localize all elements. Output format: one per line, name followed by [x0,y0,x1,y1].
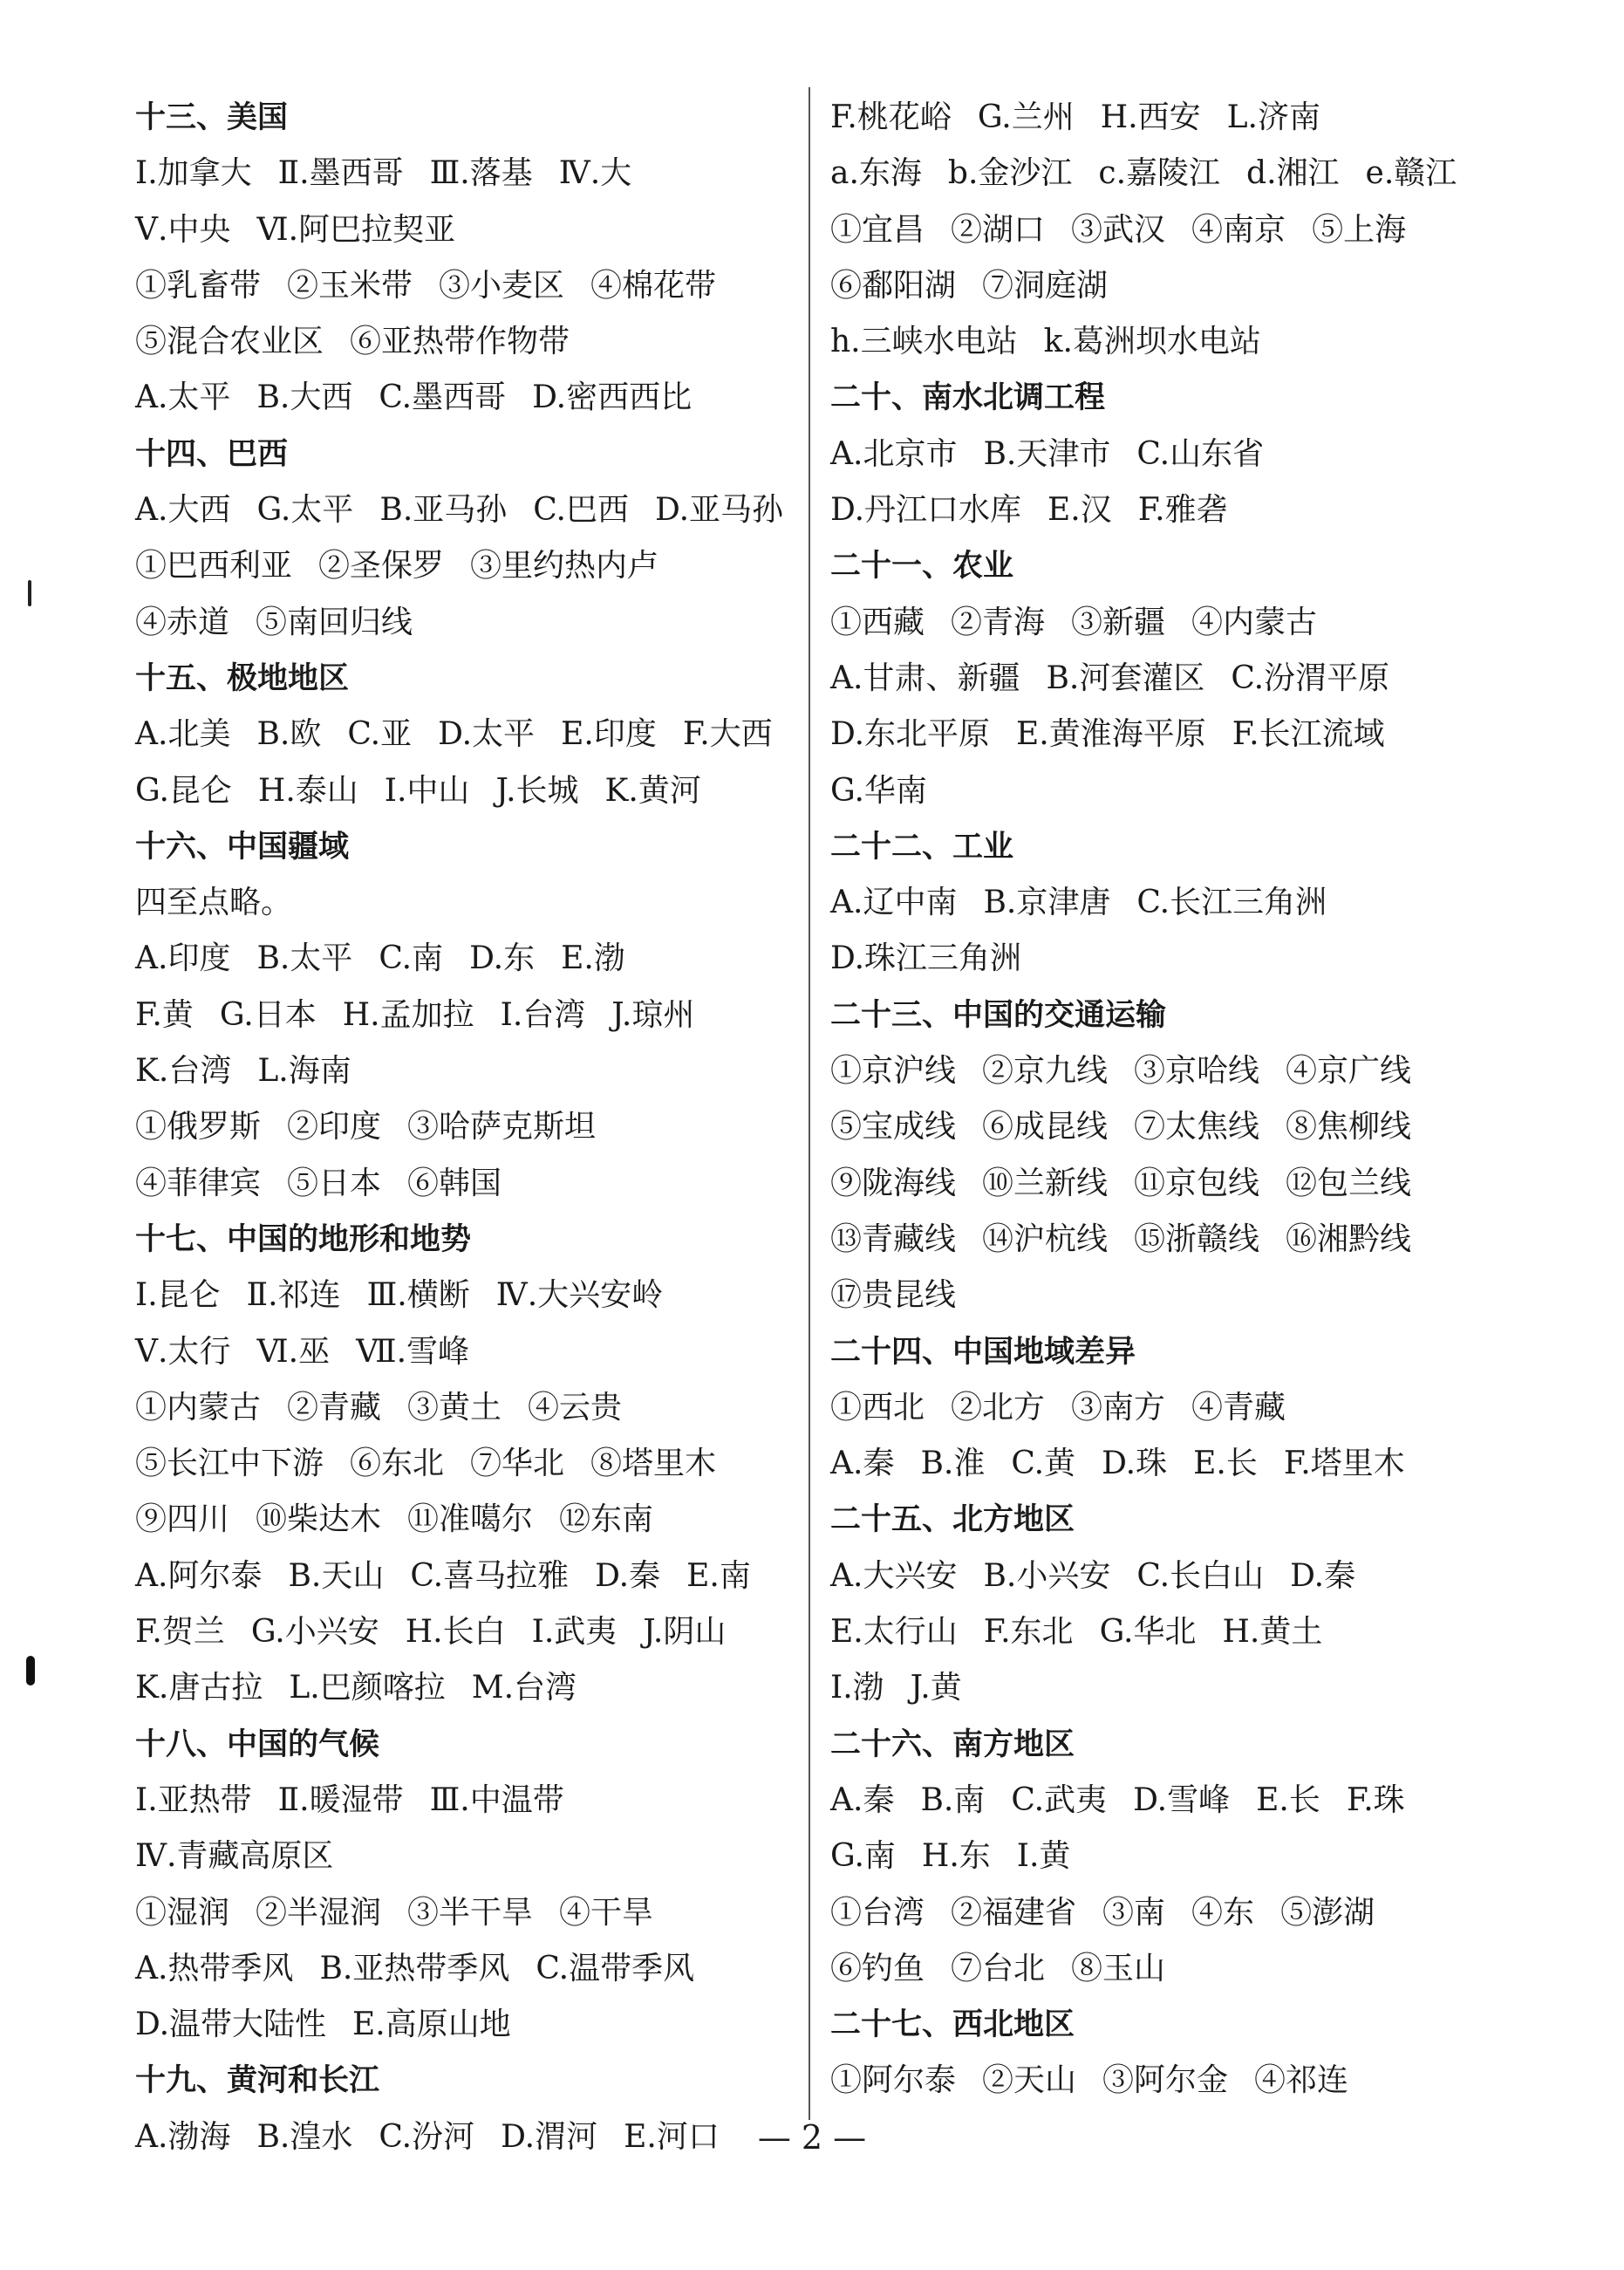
answer-item: ①阿尔泰 [830,2062,957,2099]
answer-line [135,1829,798,1884]
section-heading [135,427,798,482]
answer-item: ②圣保罗 [318,548,445,585]
answer-line [135,931,798,987]
answer-item: D.渭河 [501,2118,598,2155]
answer-item: A.阿尔泰 [135,1557,263,1594]
answer-item: ②半湿润 [256,1894,382,1931]
answer-item: ①巴西利亚 [135,548,293,585]
answer-item: D.东 [469,940,536,977]
answer-item: ⑥亚热带作物带 [350,324,570,360]
answer-item: ⑫东南 [559,1501,654,1538]
answer-item: Ⅰ.昆仑 [135,1277,221,1314]
answer-item: H.长白 [405,1614,506,1651]
answer-item: B.湟水 [256,2118,353,2155]
answer-line [135,1604,798,1660]
answer-line [830,1660,1493,1716]
left-column [135,90,798,2165]
answer-line [135,146,798,202]
answer-item: B.南 [920,1781,986,1818]
answer-item: B.小兴安 [983,1557,1111,1594]
heading-text: 十四、巴西 [135,436,289,472]
answer-line [830,1156,1493,1212]
answer-item: ⑮浙赣线 [1134,1220,1260,1257]
answer-line [135,202,798,258]
answer-line [135,988,798,1043]
answer-line [830,258,1493,314]
answer-item: ④干旱 [559,1894,654,1931]
answer-line [135,1773,798,1829]
answer-item: ③黄土 [407,1389,502,1426]
answer-item: ④棉花带 [590,267,717,304]
answer-item: Ⅰ.加拿大 [135,155,252,192]
answer-item: H.黄土 [1222,1614,1323,1651]
answer-item: D.秦 [595,1557,661,1594]
section-heading [830,370,1493,426]
answer-item: ③武汉 [1071,211,1166,248]
answer-item: C.喜马拉雅 [410,1557,570,1594]
answer-item: ⑥东北 [350,1446,445,1482]
answer-item: Ⅵ.阿巴拉契亚 [256,211,456,248]
answer-item: C.亚 [347,716,413,753]
answer-item: ①内蒙古 [135,1389,262,1426]
answer-item: Ⅳ.大 [558,155,632,192]
answer-item: E.长 [1193,1446,1258,1482]
heading-text: 十五、极地地区 [135,660,350,696]
answer-item: D.亚马孙 [655,492,784,529]
answer-item: F.长江流域 [1232,716,1385,753]
answer-item: A.渤海 [135,2118,231,2155]
answer-item: ⑨陇海线 [830,1165,957,1201]
answer-item: ④赤道 [135,604,230,640]
answer-item: ⑦台北 [951,1950,1046,1986]
answer-item: D.东北平原 [830,716,991,753]
answer-item: E.南 [686,1557,751,1594]
answer-item: D.丹江口水库 [830,492,1022,529]
answer-line [135,1043,798,1099]
answer-item: ④菲律宾 [135,1165,262,1201]
section-heading [830,538,1493,594]
heading-text: 二十六、南方地区 [830,1726,1075,1762]
answer-line [830,651,1493,707]
answer-item: D.密西西比 [532,379,693,416]
answer-item: L.巴颜喀拉 [289,1670,446,1706]
answer-item: C.南 [379,940,444,977]
answer-item: A.太平 [135,379,231,416]
answer-line [135,1436,798,1492]
answer-item: ⑪京包线 [1134,1165,1260,1201]
answer-item: E.长 [1256,1781,1320,1818]
answer-item: J.琼州 [611,996,695,1033]
answer-line [830,707,1493,762]
section-heading [830,1717,1493,1773]
answer-item: d.湘江 [1246,155,1340,192]
answer-item: e.赣江 [1365,155,1457,192]
answer-item: F.黄 [135,996,194,1033]
answer-item: Ⅴ.太行 [135,1333,231,1370]
answer-item: C.温带季风 [536,1950,695,1986]
answer-item: ②福建省 [951,1894,1077,1931]
answer-item: ④南京 [1191,211,1286,248]
answer-line [135,1380,798,1436]
answer-item: ⑦太焦线 [1134,1109,1260,1145]
answer-item: F.贺兰 [135,1614,225,1651]
answer-line [830,1043,1493,1099]
answer-item: ⑦洞庭湖 [982,267,1109,304]
answer-item: ③哈萨克斯坦 [407,1109,597,1145]
answer-item: B.淮 [920,1446,986,1482]
answer-item: ②青藏 [287,1389,382,1426]
answer-item: ③新疆 [1071,604,1166,640]
answer-item: ②湖口 [951,211,1046,248]
answer-item: Ⅳ.大兴安岭 [495,1277,664,1314]
answer-item: ⑤澎湖 [1280,1894,1375,1931]
answer-item: ③小麦区 [439,267,565,304]
section-heading [830,1324,1493,1380]
answer-line [830,595,1493,651]
answer-item: D.秦 [1290,1557,1356,1594]
answer-line [135,1885,798,1941]
answer-line [830,1099,1493,1155]
answer-item: ⑥鄱阳湖 [830,267,957,304]
section-heading [135,1717,798,1773]
answer-item: ⑤南回归线 [256,604,413,640]
answer-line [135,763,798,819]
answer-item: Ⅲ.落基 [429,155,533,192]
section-heading [830,1997,1493,2053]
answer-item: F.塔里木 [1283,1446,1405,1482]
answer-line [135,1492,798,1548]
answer-item: ①宜昌 [830,211,925,248]
section-heading [135,2053,798,2109]
answer-item: I.渤 [830,1670,884,1706]
answer-item: ⑤上海 [1312,211,1407,248]
answer-item: B.天津市 [983,435,1111,472]
answer-item: E.渤 [561,940,625,977]
answer-item: ⑤长江中下游 [135,1446,324,1482]
answer-item: ③半干旱 [407,1894,534,1931]
answer-item: G.华北 [1099,1614,1197,1651]
answer-item: B.天山 [288,1557,385,1594]
section-heading [135,90,798,146]
answer-line [830,2053,1493,2109]
answer-item: A.热带季风 [135,1950,294,1986]
answer-item: C.山东省 [1136,435,1265,472]
answer-item: k.葛洲坝水电站 [1043,324,1261,360]
answer-item: E.高原山地 [352,2007,511,2043]
heading-text: 二十三、中国的交通运输 [830,997,1167,1033]
answer-item: ②天山 [982,2062,1077,2099]
answer-item: I.黄 [1016,1838,1071,1875]
answer-item: ①湿润 [135,1894,230,1931]
answer-line [135,1324,798,1380]
answer-item: G.华南 [830,772,927,809]
answer-item: C.黄 [1011,1446,1076,1482]
answer-line [135,595,798,651]
answer-item: D.温带大陆性 [135,2007,327,2043]
answer-item: F.桃花峪 [830,99,952,135]
answer-line [830,1773,1493,1829]
answer-line [830,202,1493,258]
answer-item: Ⅵ.巫 [256,1333,331,1370]
answer-item: ①台湾 [830,1894,925,1931]
answer-line [830,931,1493,987]
heading-text: 二十五、北方地区 [830,1502,1075,1538]
answer-item: Ⅶ.雪峰 [356,1333,470,1370]
heading-text: 二十二、工业 [830,829,1014,865]
answer-line [135,370,798,426]
answer-line [830,482,1493,538]
section-heading [830,988,1493,1043]
answer-line [135,314,798,370]
answer-line [135,1549,798,1604]
answer-item: ④祁连 [1254,2062,1349,2099]
answer-item: Ⅳ.青藏高原区 [135,1838,334,1875]
answer-item: I.中山 [384,772,470,809]
answer-item: ②玉米带 [287,267,413,304]
answer-line [830,90,1493,146]
answer-line [830,1941,1493,1997]
answer-item: G.南 [830,1838,896,1875]
answer-item: C.墨西哥 [379,379,507,416]
answer-item: A.北美 [135,716,231,753]
answer-item: Ⅱ.祁连 [246,1277,341,1314]
answer-line [830,763,1493,819]
heading-text: 十六、中国疆域 [135,829,350,865]
answer-item: ⑯湘黔线 [1286,1220,1412,1257]
answer-item: F.雅砻 [1137,492,1228,529]
answer-item: A.辽中南 [830,885,958,921]
answer-line [135,1660,798,1716]
answer-item: H.东 [921,1838,991,1875]
answer-line [135,1099,798,1155]
answer-item: C.汾渭平原 [1231,660,1390,696]
answer-item: B.太平 [256,940,353,977]
answer-item: G.太平 [256,492,354,529]
answer-item: B.亚热带季风 [319,1950,510,1986]
answer-item: C.长江三角洲 [1136,885,1327,921]
answer-item: a.东海 [830,155,922,192]
page-number: — 2 — [757,2118,867,2157]
answer-item: ②青海 [951,604,1046,640]
answer-line [830,1436,1493,1492]
heading-text: 十三、美国 [135,100,289,135]
answer-item: I.台湾 [500,996,586,1033]
answer-item: K.黄河 [604,772,701,809]
answer-item: L.海南 [257,1053,351,1090]
answer-item: B.欧 [256,716,322,753]
answer-line [135,707,798,762]
answer-item: Ⅰ.亚热带 [135,1781,252,1818]
answer-item: I.武夷 [531,1614,618,1651]
answer-item: E.印度 [561,716,657,753]
answer-item: A.甘肃、新疆 [830,660,1020,696]
answer-item: ③阿尔金 [1102,2062,1229,2099]
answer-item: H.西安 [1100,99,1201,135]
answer-item: E.河口 [624,2118,720,2155]
answer-item: A.秦 [830,1781,895,1818]
answer-item: ③南 [1102,1894,1166,1931]
answer-item: C.长白山 [1136,1557,1265,1594]
answer-item: ①俄罗斯 [135,1109,262,1145]
answer-item: J.黄 [910,1670,962,1706]
answer-item: G.小兴安 [250,1614,379,1651]
answer-item: C.武夷 [1011,1781,1108,1818]
answer-item: Ⅲ.中温带 [429,1781,564,1818]
answer-line [830,1829,1493,1884]
answer-line [135,1268,798,1323]
answer-line [830,1212,1493,1268]
answer-item: ①京沪线 [830,1053,957,1090]
answer-item: ③南方 [1071,1389,1166,1426]
heading-text: 十七、中国的地形和地势 [135,1221,472,1257]
answer-item: D.珠江三角洲 [830,940,1022,977]
column-divider [809,87,810,2120]
answer-item: M.台湾 [471,1670,577,1706]
answer-item: D.珠 [1102,1446,1168,1482]
answer-item: ⑤宝成线 [830,1109,957,1145]
heading-text: 二十四、中国地域差异 [830,1334,1136,1370]
answer-item: H.孟加拉 [342,996,474,1033]
answer-item: G.日本 [219,996,317,1033]
answer-item: ⑪准噶尔 [407,1501,534,1538]
answer-line [830,314,1493,370]
answer-item: b.金沙江 [947,155,1073,192]
answer-item: ⑤混合农业区 [135,324,324,360]
heading-text: 二十、南水北调工程 [830,380,1106,416]
answer-item: L.济南 [1226,99,1320,135]
answer-item: ④东 [1191,1894,1255,1931]
answer-item: ①西北 [830,1389,925,1426]
heading-text: 二十七、西北地区 [830,2007,1075,2043]
answer-item: ①乳畜带 [135,267,262,304]
answer-item: Ⅴ.中央 [135,211,231,248]
answer-item: J.阴山 [643,1614,727,1651]
answer-item: ④内蒙古 [1191,604,1318,640]
answer-line [830,1604,1493,1660]
answer-item: c.嘉陵江 [1098,155,1221,192]
answer-item: ⑩兰新线 [982,1165,1109,1201]
answer-item: A.秦 [830,1446,895,1482]
answer-item: B.河套灌区 [1046,660,1205,696]
answer-item: ⑥钓鱼 [830,1950,925,1986]
right-column [830,90,1493,2109]
answer-item: F.大西 [682,716,773,753]
answer-item: G.昆仑 [135,772,232,809]
answer-item: ②印度 [287,1109,382,1145]
answer-item: ⑧塔里木 [590,1446,717,1482]
answer-item: ⑧焦柳线 [1286,1109,1412,1145]
answer-line [830,146,1493,202]
answer-item: B.京津唐 [983,885,1111,921]
answer-item: 四至点略。 [135,885,293,921]
answer-item: F.珠 [1346,1781,1405,1818]
answer-item: ④云贵 [528,1389,623,1426]
answer-line [135,538,798,594]
section-heading [135,651,798,707]
answer-line [830,1380,1493,1436]
answer-item: ②京九线 [982,1053,1109,1090]
answer-line [830,1268,1493,1323]
answer-item: A.大西 [135,492,231,529]
answer-item: ⑦华北 [470,1446,565,1482]
answer-item: F.东北 [983,1614,1074,1651]
answer-item: ⑰贵昆线 [830,1277,957,1314]
answer-item: h.三峡水电站 [830,324,1018,360]
section-heading [830,819,1493,875]
heading-text: 十九、黄河和长江 [135,2063,380,2099]
answer-item: ④青藏 [1191,1389,1286,1426]
answer-item: Ⅲ.横断 [366,1277,470,1314]
answer-item: K.唐古拉 [135,1670,263,1706]
answer-line [830,1885,1493,1941]
answer-line [135,1156,798,1212]
answer-item: ⑭沪杭线 [982,1220,1109,1257]
answer-item: ⑨四川 [135,1501,230,1538]
answer-item: K.台湾 [135,1053,232,1090]
answer-item: Ⅱ.墨西哥 [277,155,404,192]
answer-item: E.汉 [1047,492,1112,529]
answer-line [135,1997,798,2053]
answer-item: ④京广线 [1286,1053,1412,1090]
answer-item: ⑤日本 [287,1165,382,1201]
answer-item: E.黄淮海平原 [1016,716,1206,753]
answer-line [135,1941,798,1997]
answer-item: C.巴西 [533,492,629,529]
answer-line [135,875,798,931]
answer-item: D.雪峰 [1133,1781,1231,1818]
answer-item: ⑫包兰线 [1286,1165,1412,1201]
answer-item: B.大西 [256,379,353,416]
answer-item: A.北京市 [830,435,958,472]
answer-item: Ⅱ.暖湿带 [277,1781,404,1818]
answer-item: ⑩柴达木 [256,1501,382,1538]
answer-line [830,1549,1493,1604]
answer-item: E.太行山 [830,1614,958,1651]
section-heading [135,1212,798,1268]
answer-item: A.印度 [135,940,231,977]
answer-item: ⑧玉山 [1071,1950,1166,1986]
answer-item: ⑥韩国 [407,1165,502,1201]
answer-line [830,875,1493,931]
answer-item: ③里约热内卢 [470,548,659,585]
answer-item: ①西藏 [830,604,925,640]
section-heading [830,1492,1493,1548]
answer-item: D.太平 [438,716,536,753]
answer-line [830,427,1493,482]
answer-item: ⑬青藏线 [830,1220,957,1257]
answer-item: ③京哈线 [1134,1053,1260,1090]
answer-item: J.长城 [495,772,579,809]
answer-item: G.兰州 [977,99,1075,135]
heading-text: 十八、中国的气候 [135,1726,380,1762]
answer-item: H.泰山 [257,772,358,809]
answer-item: C.汾河 [379,2118,475,2155]
answer-item: A.大兴安 [830,1557,958,1594]
answer-item: ②北方 [951,1389,1046,1426]
answer-item: ⑥成昆线 [982,1109,1109,1145]
answer-line [135,258,798,314]
section-heading [135,819,798,875]
answer-line [135,482,798,538]
heading-text: 二十一、农业 [830,549,1014,585]
answer-item: B.亚马孙 [379,492,508,529]
